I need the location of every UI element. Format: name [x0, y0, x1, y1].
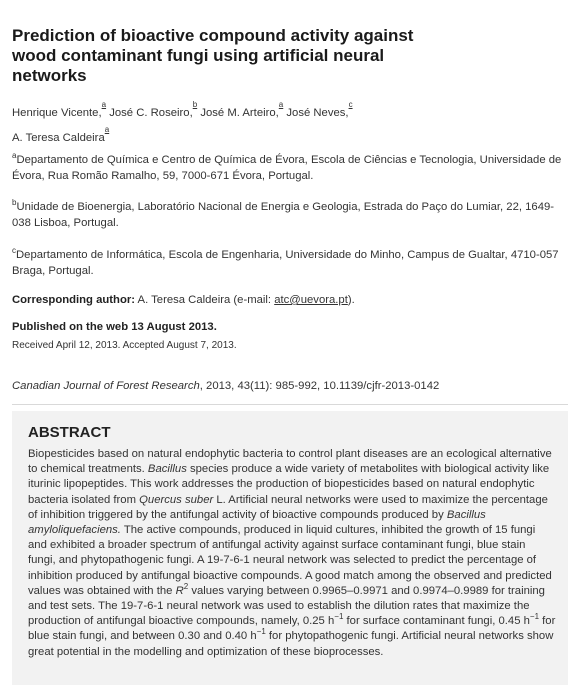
abstract-heading: ABSTRACT — [28, 424, 111, 441]
author-neves: José Neves,$^{^c}$ — [286, 99, 353, 119]
affiliation-link-a[interactable]: a — [101, 99, 107, 109]
affiliation-a: $^a$Departamento de Química e Centro de Química de Évora, Escola de Ciências e Tecnologia, Universidade de Évora, Rua Romão Ramalho, 59, 7000-671 Évora, Portugal. — [12, 151, 562, 182]
author-vicente: Henrique Vicente,$^{^a}$ — [12, 99, 107, 119]
affiliation-link-b[interactable]: b — [192, 99, 198, 109]
corresponding-author: Corresponding author: A. Teresa Caldeira (e-mail: atc@uevora.pt). — [12, 294, 355, 306]
section-divider — [12, 404, 568, 405]
author-caldeira: A. Teresa Caldeira$^{^a}$ — [12, 124, 110, 144]
author-arteiro: José M. Arteiro,$^{^a}$ — [200, 99, 284, 119]
citation: Canadian Journal of Forest Research, 2013, 43(11): 985-992, 10.1139/cjfr-2013-0142 — [12, 380, 440, 392]
published-date: Published on the web 13 August 2013. — [12, 321, 217, 333]
affiliation-link-a[interactable]: a — [278, 99, 284, 109]
email-link[interactable]: atc@uevora.pt — [274, 294, 348, 306]
received-accepted-dates: Received April 12, 2013. Accepted August 7, 2013. — [12, 340, 237, 351]
author-roseiro: José C. Roseiro,$^{^b}$ — [109, 99, 198, 119]
author-list — [12, 98, 552, 148]
article-title: Prediction of bioactive compound activity against wood contaminant fungi using artificial neural networks — [12, 26, 414, 85]
abstract-body: Biopesticides based on natural endophytic bacteria to control plant diseases are an ecological alternative to chemical treatments. Bacillus species produce a wide variety of metabolites with biological activity like iturinic lipopeptides. This work addresses the production of biopesticides based on natural endophytic bacteria isolated from Quercus suber L. Artificial neural networks were used to maximize the percentage of inhibition triggered by the antifungal activity of bioactive compounds produced by Bacillus amyloliquefaciens. The active compounds, produced in liquid cultures, inhibited the growth of 15 fungi and exhibited a broader spectrum of antifungal activity against surface contaminant fungi, blue stain fungi, and phytopathogenic fungi. A 19-7-6-1 neural network was selected to predict the percentage of inhibition produced by antifungal bioactive compounds. A good match among the observed and predicted values was obtained with the $R^2$ values varying between 0.9965–0.9971 and 0.9974–0.9989 for training and test sets. The 19-7-6-1 neural network was used to establish the dilution rates that maximize the production of antifungal bioactive compounds, namely, 0.25 $h^{-1}$ for surface contaminant fungi, 0.45 $h^{-1}$ for blue stain fungi, and between 0.30 and 0.40 $h^{-1}$ for phytopathogenic fungi. Artificial neural networks show great potential in the modelling and optimization of these bioprocesses. — [28, 448, 556, 658]
journal-name: Canadian Journal of Forest Research — [12, 380, 200, 392]
affiliation-c: $^c$Departamento de Informática, Escola de Engenharia, Universidade do Minho, Campus de Gualtar, 4710-057 Braga, Portugal. — [12, 246, 559, 277]
affiliation-link-c[interactable]: c — [348, 99, 353, 109]
affiliation-b: $^b$Unidade de Bioenergia, Laboratório Nacional de Energia e Geologia, Estrada do Paço do Lumiar, 22, 1649-038 Lisboa, Portugal. — [12, 198, 555, 229]
affiliation-link-a[interactable]: a — [104, 124, 110, 134]
